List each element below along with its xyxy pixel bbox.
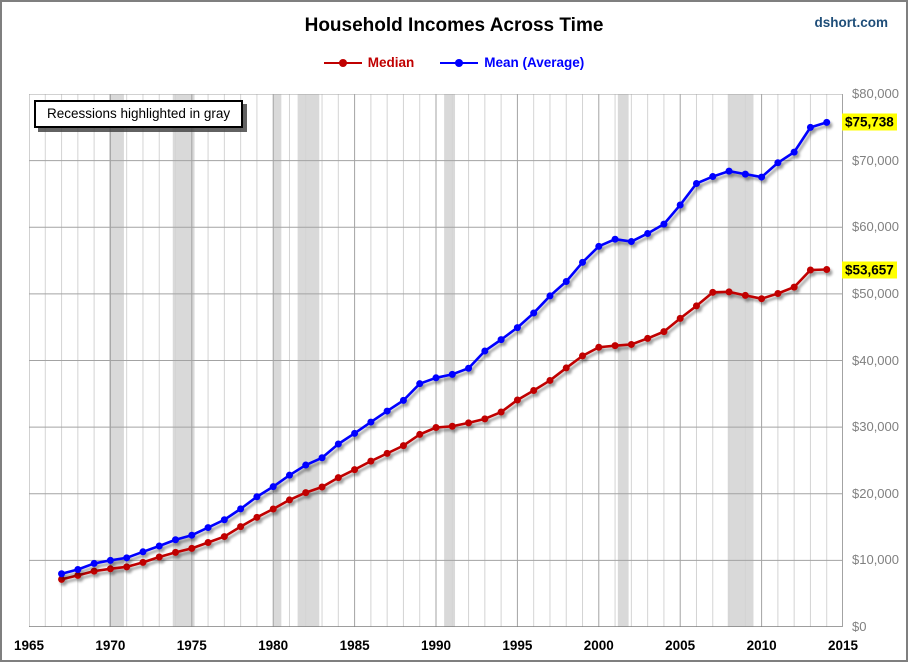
x-tick-label: 2005 [665, 638, 696, 653]
x-tick-label: 1975 [176, 638, 207, 653]
series-point [335, 441, 342, 448]
series-point [302, 462, 309, 469]
series-point [677, 201, 684, 208]
series-point [774, 290, 781, 297]
series-point [709, 173, 716, 180]
series-point [726, 168, 733, 175]
series-point [270, 506, 277, 513]
x-tick-label: 1965 [13, 638, 45, 653]
series-point [74, 566, 81, 573]
series-point [579, 259, 586, 266]
y-tick-label: $50,000 [852, 285, 899, 301]
series-point [351, 430, 358, 437]
series-point [188, 532, 195, 539]
series-point [693, 302, 700, 309]
series-point [319, 483, 326, 490]
series-point [758, 295, 765, 302]
series-point [253, 514, 260, 521]
chart-plot-area [29, 94, 843, 627]
series-point [465, 365, 472, 372]
series-point [758, 174, 765, 181]
series-point [58, 570, 65, 577]
series-point [367, 458, 374, 465]
series-point [546, 377, 553, 384]
series-point [563, 364, 570, 371]
series-point [742, 171, 749, 178]
series-point [286, 472, 293, 479]
series-point [791, 284, 798, 291]
series-point [644, 230, 651, 237]
series-point [156, 553, 163, 560]
series-point [416, 431, 423, 438]
x-tick-label: 1970 [95, 638, 126, 653]
series-point [693, 180, 700, 187]
y-tick-label: $0 [852, 619, 867, 634]
x-tick-label: 2015 [827, 638, 859, 653]
series-point [563, 278, 570, 285]
series-point [823, 119, 830, 126]
series-point [530, 310, 537, 317]
y-tick-label: $80,000 [852, 86, 899, 101]
series-point [791, 149, 798, 156]
series-point [384, 450, 391, 457]
series-point [205, 539, 212, 546]
series-point [709, 289, 716, 296]
series-point [807, 266, 814, 273]
series-point [465, 419, 472, 426]
watermark-dshort: dshort.com [814, 15, 888, 30]
x-tick-label: 1985 [339, 638, 370, 653]
series-point [253, 493, 260, 500]
series-point [384, 408, 391, 415]
series-point [481, 347, 488, 354]
chart-plot-svg [29, 94, 843, 627]
series-point [612, 342, 619, 349]
legend-item-mean [440, 55, 584, 70]
y-tick-label: $60,000 [852, 219, 899, 235]
y-tick-label: $70,000 [852, 152, 899, 168]
median-end-value-label: $53,657 [842, 261, 897, 278]
series-point [498, 336, 505, 343]
series-point [449, 371, 456, 378]
series-point [660, 328, 667, 335]
series-point [139, 548, 146, 555]
series-point [188, 545, 195, 552]
y-tick-label: $30,000 [852, 419, 899, 435]
legend-label-median: Median [367, 55, 415, 70]
series-point [91, 568, 98, 575]
series-point [400, 397, 407, 404]
x-tick-label: 2000 [583, 638, 614, 653]
series-point [123, 563, 130, 570]
series-point [579, 352, 586, 359]
series-point [237, 505, 244, 512]
series-point [677, 315, 684, 322]
series-point [595, 243, 602, 250]
series-point [302, 489, 309, 496]
series-point [172, 549, 179, 556]
series-point [433, 424, 440, 431]
series-point [514, 324, 521, 331]
series-point [546, 292, 553, 299]
legend-label-mean: Mean (Average) [484, 55, 585, 70]
recession-note-box: Recessions highlighted in gray [34, 100, 243, 128]
series-point [351, 466, 358, 473]
series-point [107, 565, 114, 572]
series-point [221, 533, 228, 540]
series-point [628, 341, 635, 348]
series-point [416, 380, 423, 387]
series-point [726, 288, 733, 295]
series-point [530, 387, 537, 394]
series-point [335, 474, 342, 481]
y-tick-label: $10,000 [852, 552, 899, 568]
chart-title: Household Incomes Across Time [304, 15, 604, 36]
series-point [221, 516, 228, 523]
series-point [644, 335, 651, 342]
series-point [481, 415, 488, 422]
legend-item-median [324, 55, 415, 70]
series-point [807, 124, 814, 131]
series-point [612, 236, 619, 243]
series-point [595, 344, 602, 351]
series-point [205, 524, 212, 531]
series-point [433, 374, 440, 381]
median-line-marker-icon [324, 59, 362, 67]
series-point [286, 496, 293, 503]
series-point [156, 543, 163, 550]
series-point [400, 442, 407, 449]
y-tick-label: $20,000 [852, 485, 899, 501]
series-point [107, 557, 114, 564]
series-point [123, 554, 130, 561]
series-point [449, 423, 456, 430]
series-point [498, 409, 505, 416]
series-point [514, 396, 521, 403]
mean-end-value-label: $75,738 [842, 114, 897, 131]
series-point [319, 454, 326, 461]
x-tick-label: 1990 [420, 638, 452, 653]
x-tick-label: 2010 [746, 638, 777, 653]
series-point [774, 159, 781, 166]
series-point [823, 266, 830, 273]
series-point [628, 238, 635, 245]
x-tick-label: 1995 [502, 638, 533, 653]
series-point [172, 536, 179, 543]
mean-line-marker-icon [440, 59, 478, 67]
y-tick-label: $40,000 [852, 352, 899, 368]
series-point [91, 560, 98, 567]
x-tick-label: 1980 [258, 638, 289, 653]
series-point [237, 523, 244, 530]
series-point [742, 292, 749, 299]
series-point [367, 419, 374, 426]
series-point [660, 221, 667, 228]
series-point [270, 483, 277, 490]
legend [2, 55, 906, 70]
series-point [139, 559, 146, 566]
